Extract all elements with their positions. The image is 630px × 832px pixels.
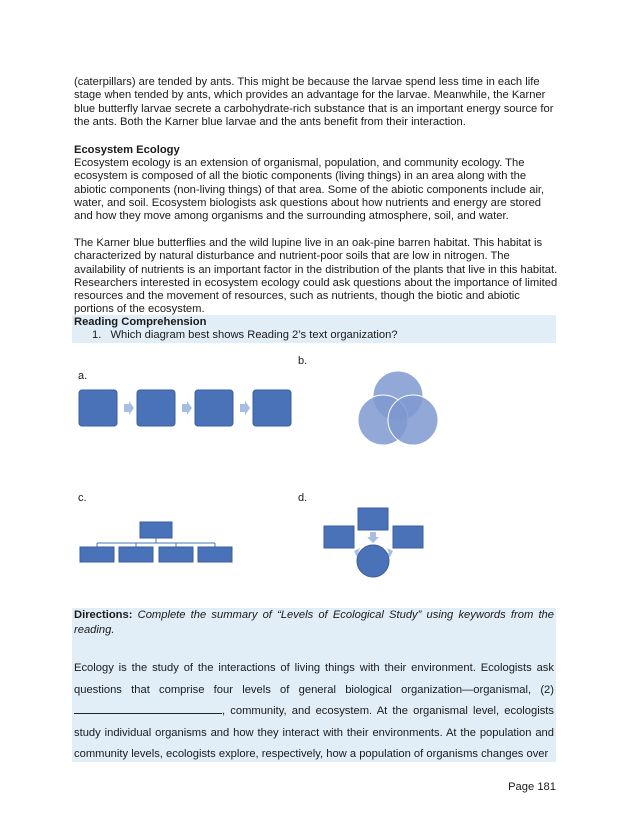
hierarchy-child-2 [119,547,153,562]
hierarchy-child-1 [80,547,114,562]
hierarchy-top-box [140,522,172,538]
diagram-c-hierarchy[interactable] [78,520,234,566]
flow-arrow-3 [240,401,250,415]
section-heading-ecosystem-ecology: Ecosystem Ecology [74,144,180,156]
summary-band [72,608,556,762]
question-text: Which diagram best shows Reading 2’s text organization? [110,329,398,341]
option-b-label[interactable]: b. [298,355,308,367]
option-d-label[interactable]: d. [298,492,308,504]
summary-part-2: , community, and ecosystem. At the organismal level, ecologists study individual organisms and how they interact with their environments. At the population and community levels, ecologists explore, respectively, how a population of organisms changes over [74,705,554,761]
ecosystem-paragraph-2: The Karner blue butterflies and the wild lupine live in an oak-pine barren habitat. This habitat is characterized by natural disturbance and nutrient-poor soils that are low in nitrogen. The availability of nutrients is an important factor in the distribution of the plants that live in this habitat. Researchers interested in ecosystem ecology could ask questions about the importance of limited resources and the movement of resources, such as nutrients, though the biotic and abiotic portions of the ecosystem. [74,237,558,316]
reading-comprehension-title: Reading Comprehension [74,316,207,328]
flow-box-4 [253,390,291,426]
answer-blank-2[interactable] [74,702,222,714]
spoke-box-right [393,526,423,548]
diagram-b-venn[interactable] [354,368,442,448]
flow-arrow-1 [124,401,134,415]
question-number: 1. [92,329,102,341]
flow-box-1 [79,390,117,426]
question-1 [92,329,398,341]
intro-paragraph: (caterpillars) are tended by ants. This might be because the larvae spend less time in each life stage when tended by ants, which provides an advantage for the larvae. Meanwhile, the Karner blue butterfly larvae secrete a carbohydrate-rich substance that is an important energy source for the ants. Both the Karner blue larvae and the ants benefit from their interaction. [74,76,554,128]
ecosystem-paragraph-1: Ecosystem ecology is an extension of organismal, population, and community ecology. The ecosystem is composed of all the biotic components (living things) in an area along with the abiotic components (non-living things) of that area. Some of the abiotic components include air, water, and soil. Ecosystem biologists ask questions about how nutrients and energy are stored and how they move among organisms and the surrounding atmosphere, soil, and water. [74,157,545,223]
hierarchy-child-3 [159,547,193,562]
reading-comprehension-band [72,315,556,343]
flow-box-2 [137,390,175,426]
spoke-arrow-top [367,532,379,543]
flow-box-3 [195,390,233,426]
venn-circle-right [388,395,438,445]
hub-circle [357,545,389,577]
spoke-box-top [358,508,388,530]
diagram-d-hub-spoke[interactable] [322,506,426,580]
flow-arrow-2 [182,401,192,415]
option-c-label[interactable]: c. [78,492,87,504]
diagram-a-process-flow[interactable] [78,388,296,430]
page-number: Page 181 [508,781,556,793]
hierarchy-child-4 [198,547,232,562]
directions-label: Directions: [74,609,133,621]
directions [72,608,556,638]
option-a-label[interactable]: a. [78,370,88,382]
directions-text: Complete the summary of “Levels of Ecological Study” using keywords from the reading. [74,609,554,636]
summary-part-1: Ecology is the study of the interactions of living things with their environment. Ecologists ask questions that comprise four levels of general biological organization—organismal, (2) [74,662,554,696]
summary-paragraph [72,652,556,766]
spoke-box-left [324,526,354,548]
